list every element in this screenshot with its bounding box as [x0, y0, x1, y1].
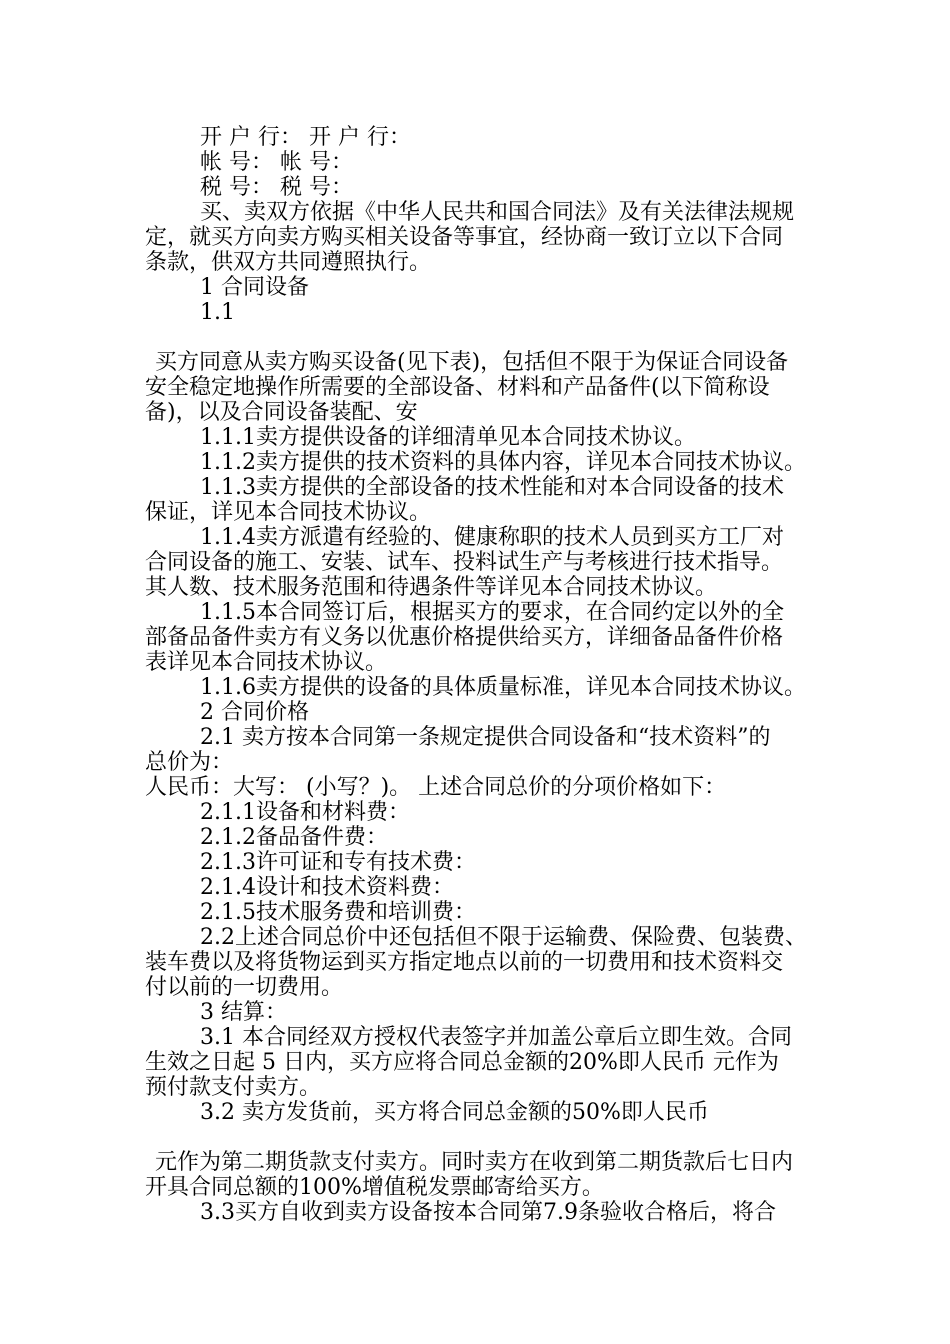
text-line: 1.1.6卖方提供的设备的具体质量标准，详见本合同技术协议。	[200, 675, 806, 700]
text-line: 帐 号： 帐 号：	[200, 150, 353, 175]
text-line: 1.1	[200, 300, 235, 325]
text-line: 保证，详见本合同技术协议。	[145, 500, 432, 525]
text-line: 开具合同总额的100%增值税发票邮寄给买方。	[145, 1175, 604, 1200]
text-line: 合同设备的施工、安装、试车、投料试生产与考核进行技术指导。	[145, 550, 784, 575]
text-line: 其人数、技术服务范围和待遇条件等详见本合同技术协议。	[145, 575, 718, 600]
text-line: 备)，以及合同设备装配、安	[145, 400, 418, 425]
text-line: 1 合同设备	[200, 275, 309, 300]
text-line: 元作为第二期货款支付卖方。同时卖方在收到第二期货款后七日内	[155, 1150, 794, 1175]
text-line: 3.1 本合同经双方授权代表签字并加盖公章后立即生效。合同	[200, 1025, 792, 1050]
text-line: 1.1.2卖方提供的技术资料的具体内容，详见本合同技术协议。	[200, 450, 806, 475]
text-line: 2.2上述合同总价中还包括但不限于运输费、保险费、包装费、	[200, 925, 807, 950]
text-line: 装车费以及将货物运到买方指定地点以前的一切费用和技术资料交	[145, 950, 784, 975]
text-line: 买、卖双方依据《中华人民共和国合同法》及有关法律法规规	[200, 200, 795, 225]
text-line: 表详见本合同技术协议。	[145, 650, 388, 675]
text-line: 1.1.5本合同签订后，根据买方的要求，在合同约定以外的全	[200, 600, 784, 625]
text-line: 2.1.4设计和技术资料费：	[200, 875, 454, 900]
text-line: 3.3买方自收到卖方设备按本合同第7.9条验收合格后，将合	[200, 1200, 776, 1225]
text-line: 条款，供双方共同遵照执行。	[145, 250, 432, 275]
text-line: 总价为：	[145, 750, 234, 775]
text-line: 预付款支付卖方。	[145, 1075, 322, 1100]
text-line: 定，就买方向卖方购买相关设备等事宜，经协商一致订立以下合同	[145, 225, 784, 250]
text-line: 2.1.3许可证和专有技术费：	[200, 850, 476, 875]
text-line: 1.1.4卖方派遣有经验的、健康称职的技术人员到买方工厂对	[200, 525, 784, 550]
text-line: 买方同意从卖方购买设备(见下表)，包括但不限于为保证合同设备	[155, 350, 789, 375]
text-line: 开 户 行： 开 户 行：	[200, 125, 411, 150]
text-line: 税 号： 税 号：	[200, 175, 353, 200]
text-line: 2.1.2备品备件费：	[200, 825, 388, 850]
text-line: 1.1.1卖方提供设备的详细清单见本合同技术协议。	[200, 425, 696, 450]
text-line: 3 结算：	[200, 1000, 287, 1025]
text-line: 生效之日起 5 日内，买方应将合同总金额的20%即人民币 元作为	[145, 1050, 779, 1075]
text-line: 付以前的一切费用。	[145, 975, 344, 1000]
text-line: 人民币：大写： (小写？)。 上述合同总价的分项价格如下：	[145, 775, 727, 800]
text-line: 2.1.1设备和材料费：	[200, 800, 410, 825]
text-line: 安全稳定地操作所需要的全部设备、材料和产品备件(以下简称设	[145, 375, 770, 400]
text-line: 2.1 卖方按本合同第一条规定提供合同设备和“技术资料”的	[200, 725, 771, 750]
text-line: 1.1.3卖方提供的全部设备的技术性能和对本合同设备的技术	[200, 475, 784, 500]
text-line: 2.1.5技术服务费和培训费：	[200, 900, 476, 925]
text-line: 2 合同价格	[200, 700, 309, 725]
text-line: 3.2 卖方发货前，买方将合同总金额的50%即人民币	[200, 1100, 709, 1125]
text-line: 部备品备件卖方有义务以优惠价格提供给买方，详细备品备件价格	[145, 625, 784, 650]
